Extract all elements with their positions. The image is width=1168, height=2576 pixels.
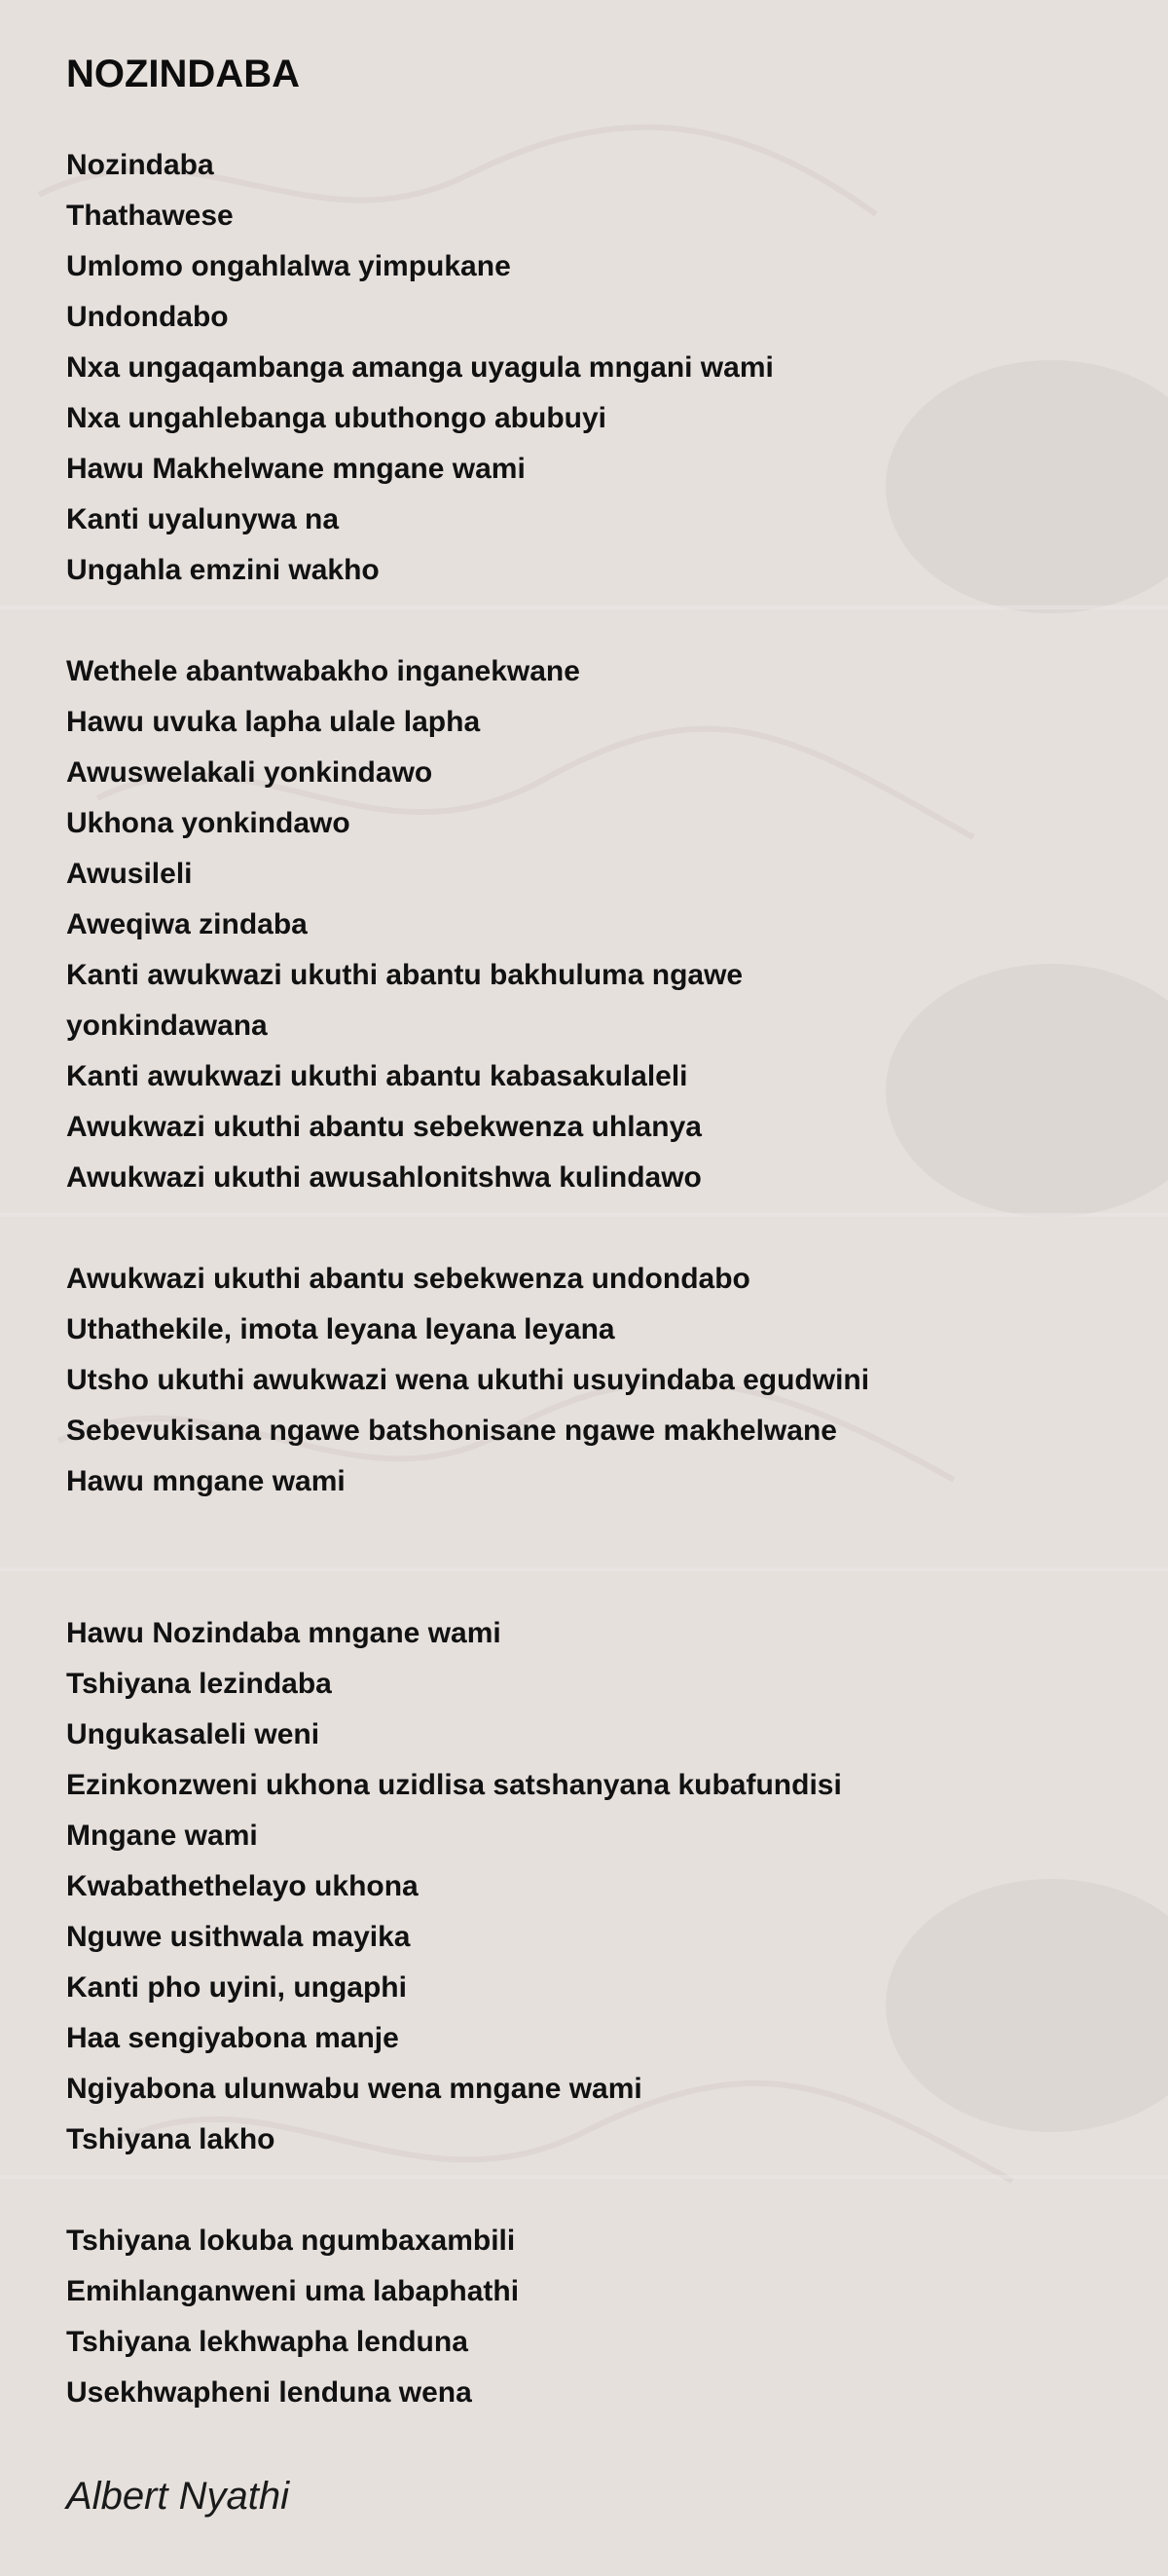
poem-line: Haa sengiyabona manje — [66, 2022, 399, 2054]
poem-line: Nxa ungaqambanga amanga uyagula mngani wami — [66, 351, 774, 384]
poem-line: Tshiyana lekhwapha lenduna — [66, 2326, 468, 2358]
poem-line: Utsho ukuthi awukwazi wena ukuthi usuyindaba egudwini — [66, 1364, 870, 1396]
poem-line: Nozindaba — [66, 149, 214, 181]
poem-line: Awukwazi ukuthi awusahlonitshwa kulindawo — [66, 1161, 702, 1194]
stanza-1 — [66, 140, 1168, 596]
poem-line: Ngiyabona ulunwabu wena mngane wami — [66, 2073, 642, 2105]
stanza-2 — [66, 646, 1168, 1203]
stanza-5 — [66, 2216, 1168, 2418]
poem-line: Ukhona yonkindawo — [66, 807, 350, 839]
poem-line: Kanti uyalunywa na — [66, 503, 340, 535]
poem-line: Hawu mngane wami — [66, 1465, 346, 1497]
poem-title: NOZINDABA — [66, 53, 300, 95]
poem-line: Awusileli — [66, 858, 193, 890]
poem-line: Emihlanganweni uma labaphathi — [66, 2275, 520, 2307]
poem-line: Awukwazi ukuthi abantu sebekwenza uhlanya — [66, 1111, 702, 1143]
poem-line: Kanti awukwazi ukuthi abantu kabasakulaleli — [66, 1060, 688, 1092]
poem-author: Albert Nyathi — [66, 2475, 289, 2518]
poem-line: Awukwazi ukuthi abantu sebekwenza undondabo — [66, 1263, 750, 1295]
poem-line: Nxa ungahlebanga ubuthongo abubuyi — [66, 402, 606, 434]
poem-line: Kanti awukwazi ukuthi abantu bakhuluma ngawe — [66, 959, 744, 991]
poem-line: Hawu Makhelwane mngane wami — [66, 453, 526, 485]
poem-line: Tshiyana lezindaba — [66, 1668, 332, 1700]
poem-line: yonkindawana — [66, 1010, 268, 1042]
poem-line: Uthathekile, imota leyana leyana leyana — [66, 1313, 615, 1345]
poem-line: Umlomo ongahlalwa yimpukane — [66, 250, 511, 282]
poem-line: Thathawese — [66, 200, 234, 232]
poem-line: Tshiyana lakho — [66, 2123, 275, 2155]
poem-line: Awuswelakali yonkindawo — [66, 756, 433, 789]
poem-line: Sebevukisana ngawe batshonisane ngawe makhelwane — [66, 1415, 837, 1447]
poem-line: Hawu Nozindaba mngane wami — [66, 1617, 501, 1649]
poem-line: Undondabo — [66, 301, 229, 333]
poem-line: Aweqiwa zindaba — [66, 908, 308, 940]
poem-line: Ezinkonzweni ukhona uzidlisa satshanyana kubafundisi — [66, 1769, 842, 1801]
poem-line: Mngane wami — [66, 1820, 258, 1852]
stanza-3 — [66, 1254, 1168, 1507]
poem-line: Tshiyana lokuba ngumbaxambili — [66, 2225, 516, 2257]
poem-line: Nguwe usithwala mayika — [66, 1921, 411, 1953]
poem-line: Wethele abantwabakho inganekwane — [66, 655, 580, 687]
stanza-4 — [66, 1608, 1168, 2165]
poem-line: Kwabathethelayo ukhona — [66, 1870, 419, 1902]
poem-line: Usekhwapheni lenduna wena — [66, 2376, 472, 2409]
poem-line: Ungukasaleli weni — [66, 1718, 320, 1750]
poem-line: Hawu uvuka lapha ulale lapha — [66, 706, 481, 738]
poem-line: Ungahla emzini wakho — [66, 554, 380, 586]
poem-line: Kanti pho uyini, ungaphi — [66, 1971, 407, 2004]
